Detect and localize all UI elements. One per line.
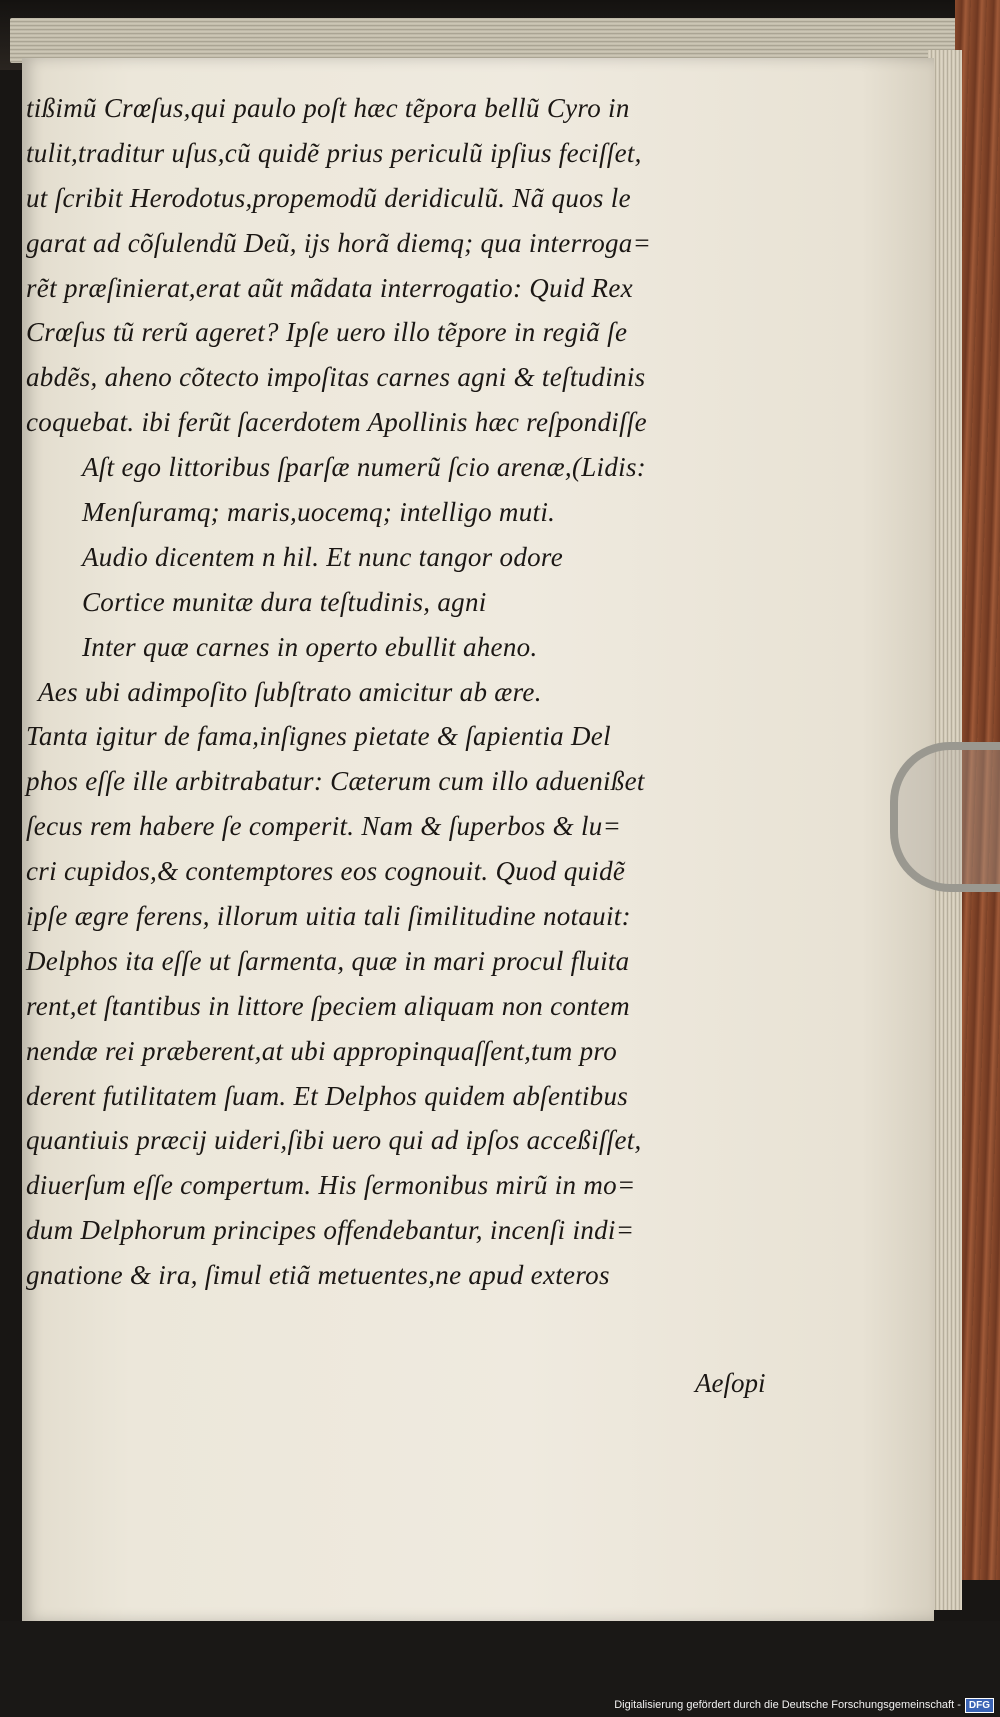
text-line: ut ſcribit Herodotus,propemodũ deridiculũ. Nã quos le	[26, 182, 631, 213]
catchword: Aeſopi	[695, 1368, 766, 1398]
text-line: derent futilitatem ſuam. Et Delphos quidem abſentibus	[26, 1080, 629, 1111]
digitization-footer	[614, 1696, 994, 1714]
verse-line: Audio dicentem n hil. Et nunc tangor odore	[82, 541, 564, 572]
text-line: dum Delphorum principes offendebantur, incenſi indi=	[26, 1215, 635, 1246]
text-line: gnatione & ira, ſimul etiã metuentes,ne apud exteros	[26, 1260, 610, 1291]
text-line: cri cupidos,& contemptores eos cognouit. Quod quidẽ	[26, 856, 626, 887]
verse-line: Aes ubi adimpoſito ſubſtrato amicitur ab ære.	[38, 676, 542, 707]
text-line: ipſe ægre ferens, illorum uitia tali ſimilitudine notauit:	[26, 901, 631, 932]
verse-line: Inter quæ carnes in operto ebullit aheno.	[82, 631, 538, 662]
text-line: ſecus rem habere ſe comperit. Nam & ſuperbos & lu=	[26, 811, 622, 842]
text-line: quantiuis præcij uideri,ſibi uero qui ad ipſos acceßiſſet,	[26, 1125, 642, 1156]
text-line: tißimũ Crœſus,qui paulo poſt hæc tẽpora bellũ Cyro in	[26, 93, 630, 123]
text-line: phos eſſe ille arbitrabatur: Cæterum cum illo aduenißet	[26, 766, 645, 797]
text-line: garat ad cõſulendũ Deũ, ijs horã diemq; qua interroga=	[26, 227, 652, 258]
page-clip	[890, 742, 1000, 892]
text-line: Tanta igitur de fama,inſignes pietate & ſapientia Del	[26, 721, 611, 752]
text-line: coquebat. ibi ferũt ſacerdotem Apollinis hæc reſpondiſſe	[26, 407, 647, 438]
text-line: Crœſus tũ rerũ ageret? Ipſe uero illo tẽpore in regiã ſe	[26, 317, 628, 348]
text-line: rent,et ſtantibus in littore ſpeciem aliquam non contem	[26, 990, 630, 1021]
text-line: tulit,traditur uſus,cũ quidẽ prius periculũ ipſius feciſſet,	[26, 137, 642, 168]
dfg-logo: DFG	[965, 1698, 994, 1713]
text-line: diuerſum eſſe compertum. His ſermonibus mirũ in mo=	[26, 1170, 636, 1201]
page-text	[26, 86, 786, 1298]
verse-line: Cortice munitæ dura teſtudinis, agni	[82, 586, 487, 617]
text-line: nendæ rei præberent,at ubi appropinquaſſent,tum pro	[26, 1035, 618, 1066]
text-line: Delphos ita eſſe ut ſarmenta, quæ in mari procul fluita	[26, 945, 630, 976]
text-line: rẽt præſinierat,erat aũt mãdata interrogatio: Quid Rex	[26, 272, 633, 303]
footer-text: Digitalisierung gefördert durch die Deutsche Forschungsgemeinschaft -	[614, 1699, 961, 1711]
verse-line: Aſt ego littoribus ſparſæ numerũ ſcio arenæ,(Lidis:	[82, 452, 647, 483]
book-top-edge	[10, 18, 958, 63]
text-line: abdẽs, aheno cõtecto impoſitas carnes agni & teſtudinis	[26, 362, 646, 393]
verse-line: Menſuramq; maris,uocemq; intelligo muti.	[82, 497, 556, 528]
